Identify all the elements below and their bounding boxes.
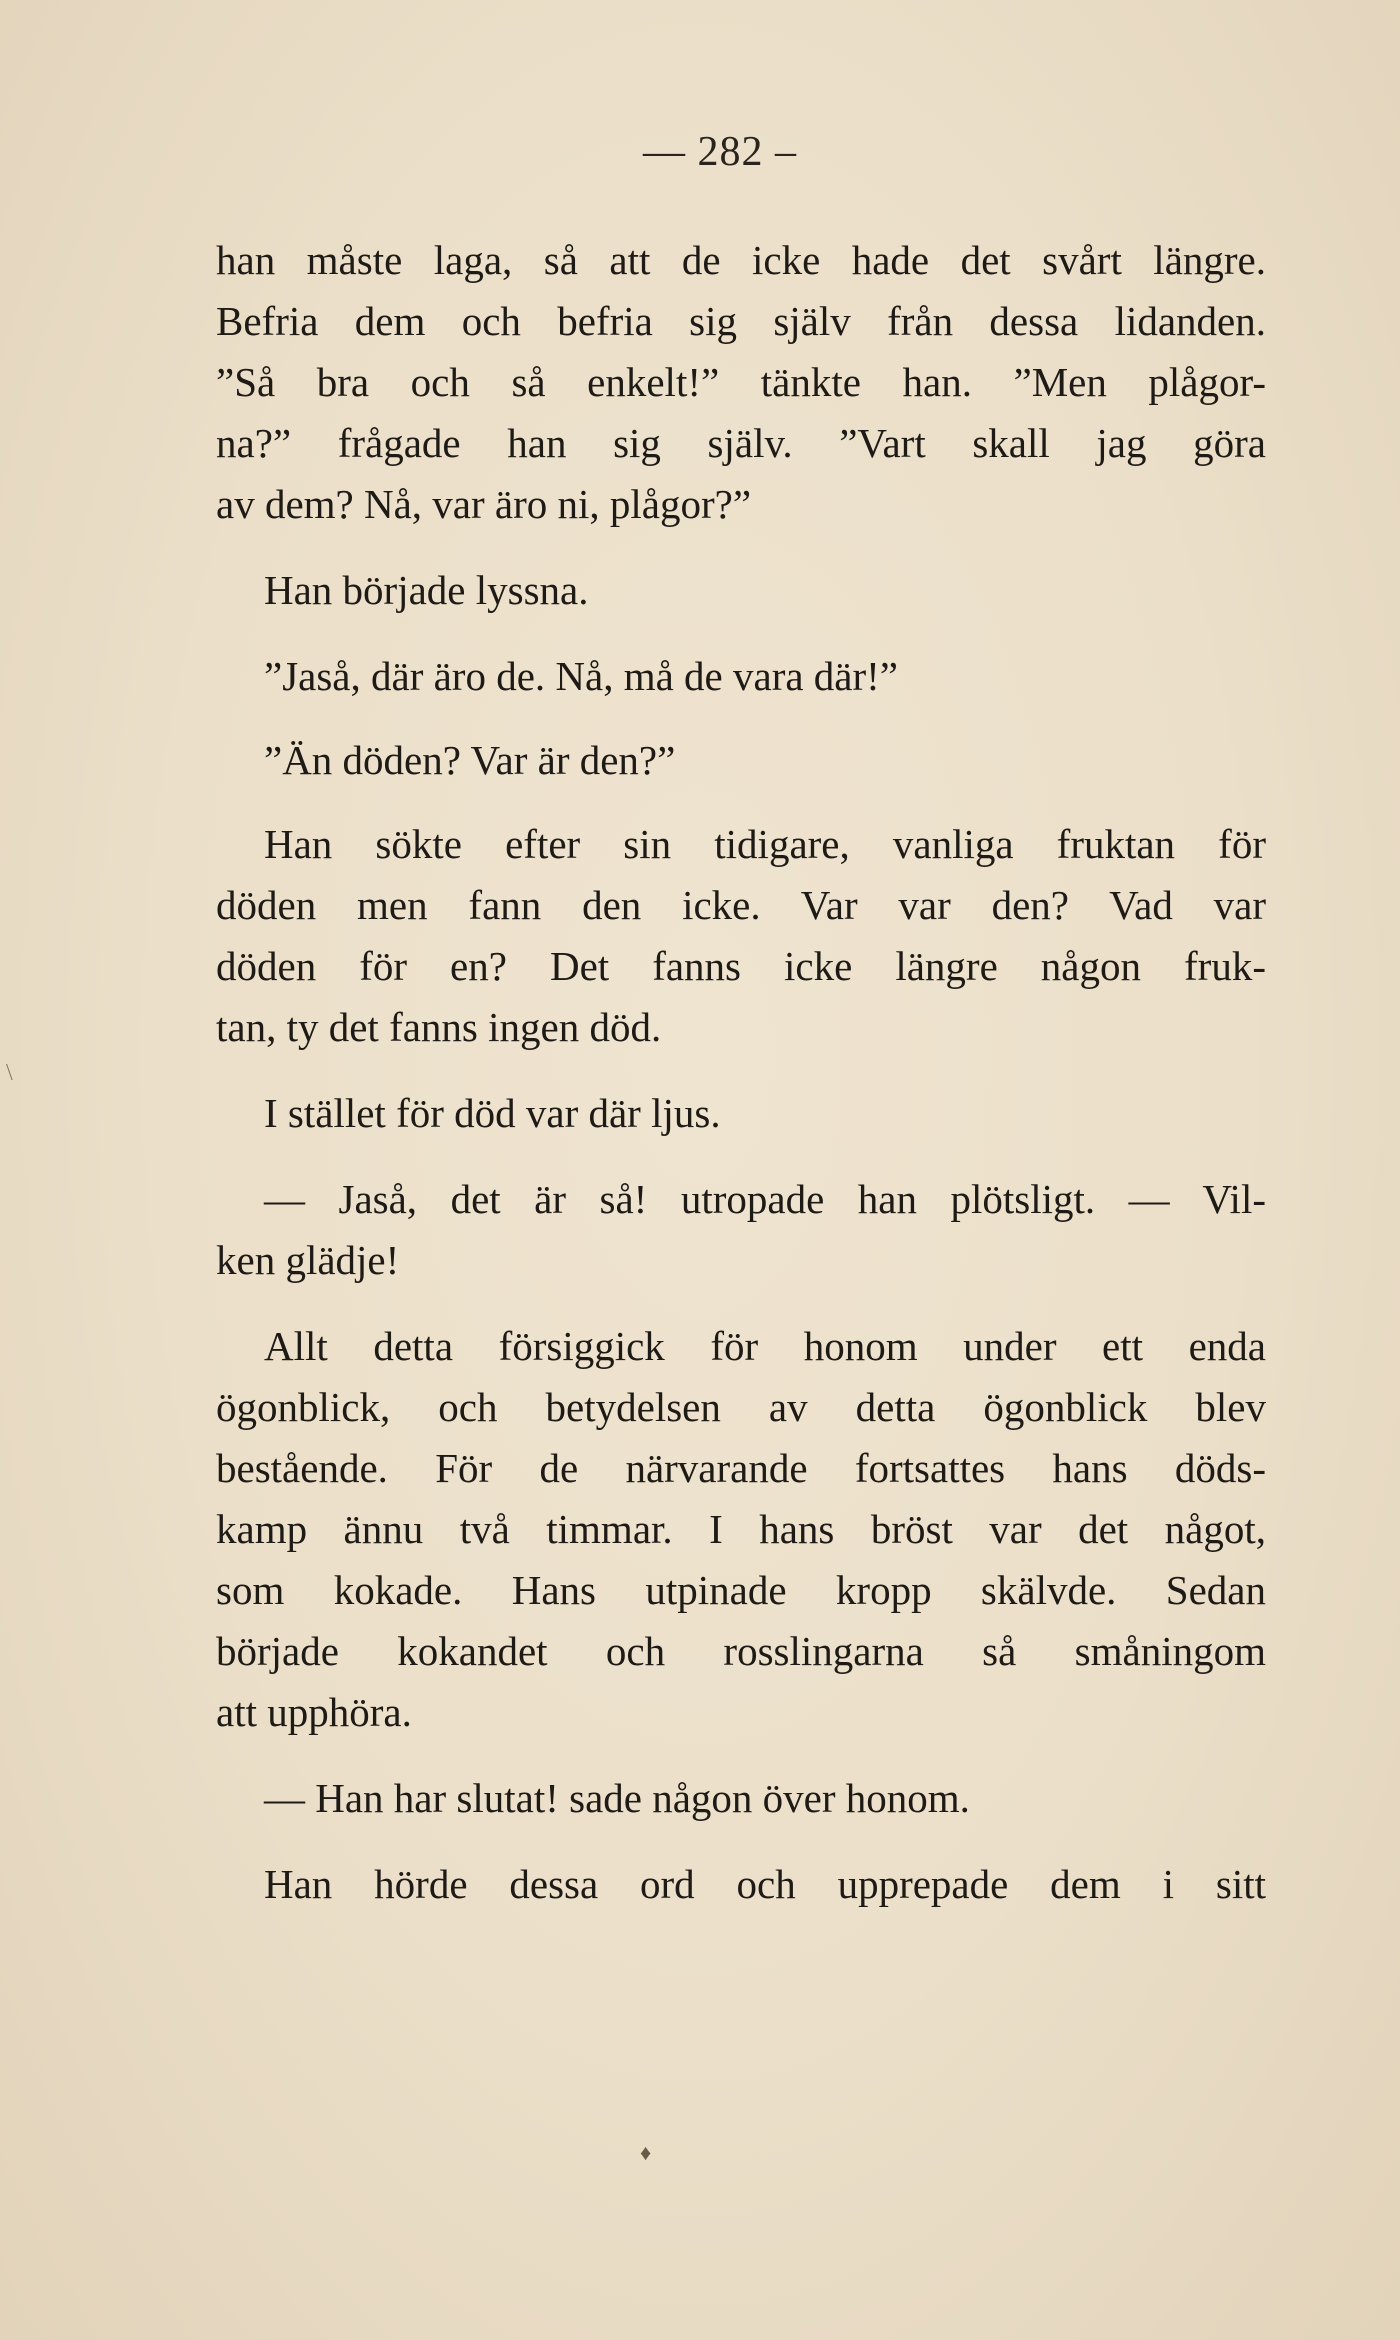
text-line: ”Jaså, där äro de. Nå, må de vara där!”: [264, 653, 898, 699]
text-line: Han sökte efter sin tidigare, vanliga fruktan för: [264, 821, 1266, 867]
text-line: döden för en? Det fanns icke längre någon fruk-: [216, 943, 1266, 989]
text-line: Han hörde dessa ord och upprepade dem i sitt: [264, 1861, 1266, 1907]
text-line: Han började lyssna.: [264, 567, 589, 613]
text-line: Befria dem och befria sig själv från dessa lidanden.: [216, 298, 1266, 344]
text-line: ögonblick, och betydelsen av detta ögonblick blev: [216, 1384, 1266, 1430]
text-line: som kokade. Hans utpinade kropp skälvde. Sedan: [216, 1567, 1266, 1613]
text-line: tan, ty det fanns ingen död.: [216, 1004, 662, 1050]
text-line: I stället för död var där ljus.: [264, 1090, 721, 1136]
body-text: [216, 230, 1266, 1915]
margin-mark: \: [6, 1060, 13, 1086]
page-number: — 282 –: [643, 129, 797, 175]
text-line: kamp ännu två timmar. I hans bröst var det något,: [216, 1506, 1266, 1552]
text-line: ken glädje!: [216, 1237, 400, 1283]
text-line: Allt detta försiggick för honom under ett enda: [264, 1323, 1266, 1369]
text-line: — Jaså, det är så! utropade han plötsligt. — Vil-: [264, 1176, 1266, 1222]
text-line: na?” frågade han sig själv. ”Vart skall jag göra: [216, 420, 1266, 466]
text-line: att upphöra.: [216, 1689, 412, 1735]
text-line: han måste laga, så att de icke hade det svårt längre.: [216, 237, 1266, 283]
text-line: döden men fann den icke. Var var den? Vad var: [216, 882, 1266, 928]
text-line: ”Så bra och så enkelt!” tänkte han. ”Men plågor-: [216, 359, 1266, 405]
text-line: började kokandet och rosslingarna så småningom: [216, 1628, 1266, 1674]
text-line: av dem? Nå, var äro ni, plågor?”: [216, 481, 752, 527]
ornament-mark: ♦: [640, 2140, 652, 2165]
text-line: bestående. För de närvarande fortsattes hans döds-: [216, 1445, 1266, 1491]
text-line: — Han har slutat! sade någon över honom.: [264, 1775, 970, 1821]
text-line: ”Än döden? Var är den?”: [264, 737, 676, 783]
